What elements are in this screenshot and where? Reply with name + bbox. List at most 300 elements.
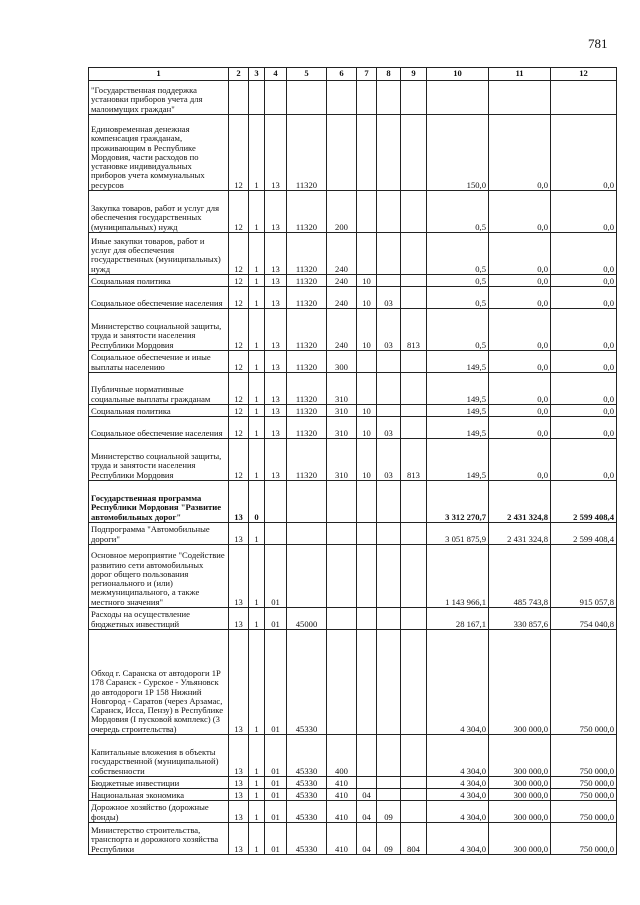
cell-col-11: 0,0	[489, 233, 551, 275]
cell-col-4: 01	[265, 777, 287, 789]
cell-col-6	[327, 608, 357, 630]
cell-col-10: 4 304,0	[427, 735, 489, 777]
cell-col-12: 0,0	[551, 115, 617, 191]
cell-col-10: 149,5	[427, 417, 489, 439]
cell-col-5: 11320	[287, 405, 327, 417]
cell-col-7: 10	[357, 405, 377, 417]
cell-col-9: 804	[401, 823, 427, 855]
table-row	[89, 417, 617, 439]
cell-col-8	[377, 351, 401, 373]
cell-col-5: 45330	[287, 630, 327, 735]
cell-col-2: 12	[229, 115, 249, 191]
cell-col-5: 11320	[287, 287, 327, 309]
cell-col-6	[327, 545, 357, 608]
cell-col-4: 13	[265, 417, 287, 439]
cell-col-9	[401, 608, 427, 630]
cell-col-3: 1	[249, 373, 265, 405]
cell-col-12: 0,0	[551, 417, 617, 439]
table-row	[89, 275, 617, 287]
cell-col-6: 400	[327, 735, 357, 777]
cell-col-9	[401, 351, 427, 373]
cell-col-8	[377, 81, 401, 115]
cell-col-6: 240	[327, 287, 357, 309]
table-row	[89, 309, 617, 351]
row-name: Единовременная денежная компенсация гражданам, проживающим в Республике Мордовия, части расходов по установке индивидуальных приборов учета коммунальных ресурсов	[89, 115, 229, 191]
row-name: Капитальные вложения в объекты государственной (муниципальной) собственности	[89, 735, 229, 777]
cell-col-5: 11320	[287, 191, 327, 233]
cell-col-12: 0,0	[551, 309, 617, 351]
cell-col-3: 0	[249, 481, 265, 523]
cell-col-5: 45330	[287, 823, 327, 855]
cell-col-2: 12	[229, 373, 249, 405]
cell-col-5: 11320	[287, 417, 327, 439]
cell-col-4: 13	[265, 439, 287, 481]
cell-col-12: 0,0	[551, 351, 617, 373]
cell-col-4: 01	[265, 545, 287, 608]
cell-col-9	[401, 777, 427, 789]
cell-col-7	[357, 115, 377, 191]
cell-col-5: 45330	[287, 777, 327, 789]
row-name: Министерство строительства, транспорта и дорожного хозяйства Республики	[89, 823, 229, 855]
cell-col-2: 13	[229, 630, 249, 735]
cell-col-5	[287, 81, 327, 115]
cell-col-3: 1	[249, 823, 265, 855]
cell-col-3: 1	[249, 801, 265, 823]
cell-col-2: 13	[229, 735, 249, 777]
cell-col-8: 03	[377, 439, 401, 481]
cell-col-10	[427, 81, 489, 115]
table-row	[89, 801, 617, 823]
cell-col-12: 750 000,0	[551, 735, 617, 777]
cell-col-7: 10	[357, 309, 377, 351]
column-header-3: 3	[249, 68, 265, 81]
cell-col-3: 1	[249, 789, 265, 801]
cell-col-9	[401, 523, 427, 545]
cell-col-9	[401, 801, 427, 823]
cell-col-3: 1	[249, 275, 265, 287]
row-name: Бюджетные инвестиции	[89, 777, 229, 789]
cell-col-10: 149,5	[427, 373, 489, 405]
cell-col-8: 03	[377, 309, 401, 351]
cell-col-4	[265, 81, 287, 115]
cell-col-9: 813	[401, 309, 427, 351]
cell-col-9	[401, 275, 427, 287]
cell-col-4: 13	[265, 287, 287, 309]
cell-col-5	[287, 545, 327, 608]
cell-col-6: 310	[327, 405, 357, 417]
table-row	[89, 523, 617, 545]
cell-col-6: 300	[327, 351, 357, 373]
cell-col-8	[377, 545, 401, 608]
table-row	[89, 191, 617, 233]
cell-col-2: 13	[229, 801, 249, 823]
cell-col-5	[287, 523, 327, 545]
cell-col-12: 0,0	[551, 233, 617, 275]
column-header-12: 12	[551, 68, 617, 81]
cell-col-3: 1	[249, 630, 265, 735]
cell-col-11: 0,0	[489, 351, 551, 373]
cell-col-4: 01	[265, 789, 287, 801]
cell-col-4	[265, 523, 287, 545]
cell-col-8	[377, 735, 401, 777]
cell-col-7: 10	[357, 439, 377, 481]
cell-col-7: 10	[357, 287, 377, 309]
cell-col-9	[401, 373, 427, 405]
cell-col-7: 04	[357, 801, 377, 823]
cell-col-4: 01	[265, 823, 287, 855]
table-row	[89, 735, 617, 777]
table-row	[89, 481, 617, 523]
row-name: Социальное обеспечение населения	[89, 417, 229, 439]
cell-col-5: 11320	[287, 439, 327, 481]
cell-col-4: 01	[265, 630, 287, 735]
cell-col-7	[357, 545, 377, 608]
cell-col-5: 45330	[287, 801, 327, 823]
table-row	[89, 81, 617, 115]
cell-col-9	[401, 481, 427, 523]
cell-col-5: 11320	[287, 115, 327, 191]
cell-col-10: 0,5	[427, 309, 489, 351]
cell-col-6: 200	[327, 191, 357, 233]
cell-col-11: 0,0	[489, 405, 551, 417]
table-row	[89, 373, 617, 405]
table-row	[89, 351, 617, 373]
cell-col-11: 0,0	[489, 115, 551, 191]
cell-col-6	[327, 81, 357, 115]
row-name: Расходы на осуществление бюджетных инвестиций	[89, 608, 229, 630]
cell-col-3: 1	[249, 735, 265, 777]
cell-col-10: 3 312 270,7	[427, 481, 489, 523]
cell-col-12: 750 000,0	[551, 789, 617, 801]
cell-col-4: 13	[265, 233, 287, 275]
cell-col-9	[401, 545, 427, 608]
cell-col-9	[401, 735, 427, 777]
cell-col-7: 04	[357, 823, 377, 855]
cell-col-11: 300 000,0	[489, 630, 551, 735]
cell-col-5: 45000	[287, 608, 327, 630]
cell-col-11: 2 431 324,8	[489, 481, 551, 523]
cell-col-8: 09	[377, 801, 401, 823]
table-row	[89, 630, 617, 735]
cell-col-2: 12	[229, 275, 249, 287]
table-row	[89, 405, 617, 417]
cell-col-6	[327, 630, 357, 735]
cell-col-2: 13	[229, 777, 249, 789]
cell-col-3	[249, 81, 265, 115]
cell-col-6: 410	[327, 777, 357, 789]
cell-col-5	[287, 481, 327, 523]
cell-col-5: 45330	[287, 789, 327, 801]
cell-col-9	[401, 405, 427, 417]
cell-col-3: 1	[249, 777, 265, 789]
cell-col-5: 45330	[287, 735, 327, 777]
row-name: Социальное обеспечение населения	[89, 287, 229, 309]
cell-col-4: 13	[265, 351, 287, 373]
cell-col-11: 300 000,0	[489, 789, 551, 801]
cell-col-11: 0,0	[489, 439, 551, 481]
cell-col-10: 0,5	[427, 191, 489, 233]
cell-col-8	[377, 233, 401, 275]
column-header-1: 1	[89, 68, 229, 81]
cell-col-4: 01	[265, 608, 287, 630]
cell-col-4: 13	[265, 405, 287, 417]
table-row	[89, 439, 617, 481]
cell-col-4: 01	[265, 801, 287, 823]
cell-col-10: 149,5	[427, 405, 489, 417]
cell-col-12: 915 057,8	[551, 545, 617, 608]
cell-col-10: 4 304,0	[427, 630, 489, 735]
cell-col-8	[377, 608, 401, 630]
table-row	[89, 789, 617, 801]
cell-col-11	[489, 81, 551, 115]
cell-col-2: 12	[229, 417, 249, 439]
cell-col-10: 1 143 966,1	[427, 545, 489, 608]
cell-col-3: 1	[249, 545, 265, 608]
cell-col-3: 1	[249, 523, 265, 545]
cell-col-12: 2 599 408,4	[551, 523, 617, 545]
cell-col-4: 13	[265, 309, 287, 351]
cell-col-9	[401, 233, 427, 275]
cell-col-11: 300 000,0	[489, 823, 551, 855]
header-row	[89, 68, 617, 81]
cell-col-8: 03	[377, 287, 401, 309]
cell-col-6: 310	[327, 373, 357, 405]
column-header-5: 5	[287, 68, 327, 81]
cell-col-7: 04	[357, 789, 377, 801]
cell-col-2	[229, 81, 249, 115]
cell-col-2: 13	[229, 608, 249, 630]
column-header-2: 2	[229, 68, 249, 81]
cell-col-6: 240	[327, 275, 357, 287]
table-body	[89, 81, 617, 855]
column-header-8: 8	[377, 68, 401, 81]
cell-col-4: 13	[265, 373, 287, 405]
cell-col-10: 0,5	[427, 275, 489, 287]
cell-col-2: 12	[229, 351, 249, 373]
cell-col-6: 310	[327, 417, 357, 439]
cell-col-12: 0,0	[551, 439, 617, 481]
cell-col-3: 1	[249, 233, 265, 275]
cell-col-11: 0,0	[489, 275, 551, 287]
cell-col-12: 0,0	[551, 287, 617, 309]
cell-col-6: 240	[327, 233, 357, 275]
cell-col-6: 310	[327, 439, 357, 481]
row-name: Национальная экономика	[89, 789, 229, 801]
cell-col-4: 13	[265, 275, 287, 287]
cell-col-7	[357, 523, 377, 545]
row-name: Закупка товаров, работ и услуг для обеспечения государственных (муниципальных) нужд	[89, 191, 229, 233]
cell-col-3: 1	[249, 439, 265, 481]
cell-col-11: 485 743,8	[489, 545, 551, 608]
cell-col-11: 2 431 324,8	[489, 523, 551, 545]
row-name: "Государственная поддержка установки приборов учета для малоимущих граждан"	[89, 81, 229, 115]
cell-col-12: 0,0	[551, 275, 617, 287]
cell-col-12: 750 000,0	[551, 823, 617, 855]
cell-col-9	[401, 81, 427, 115]
column-header-4: 4	[265, 68, 287, 81]
cell-col-12: 750 000,0	[551, 801, 617, 823]
row-name: Основное мероприятие "Содействие развитию сети автомобильных дорог общего пользования регионального и (или) межмуниципального, а также местного значения"	[89, 545, 229, 608]
cell-col-10: 0,5	[427, 233, 489, 275]
table-row	[89, 545, 617, 608]
table-row	[89, 823, 617, 855]
cell-col-5: 11320	[287, 373, 327, 405]
cell-col-5: 11320	[287, 351, 327, 373]
cell-col-2: 12	[229, 287, 249, 309]
cell-col-8	[377, 789, 401, 801]
cell-col-8	[377, 191, 401, 233]
cell-col-8	[377, 523, 401, 545]
cell-col-12: 754 040,8	[551, 608, 617, 630]
cell-col-3: 1	[249, 287, 265, 309]
cell-col-10: 149,5	[427, 351, 489, 373]
cell-col-7: 10	[357, 275, 377, 287]
cell-col-9: 813	[401, 439, 427, 481]
cell-col-8	[377, 630, 401, 735]
row-name: Министерство социальной защиты, труда и занятости населения Республики Мордовия	[89, 439, 229, 481]
cell-col-4: 01	[265, 735, 287, 777]
cell-col-7	[357, 481, 377, 523]
cell-col-3: 1	[249, 405, 265, 417]
row-name: Министерство социальной защиты, труда и занятости населения Республики Мордовия	[89, 309, 229, 351]
cell-col-11: 0,0	[489, 373, 551, 405]
cell-col-3: 1	[249, 351, 265, 373]
cell-col-12: 0,0	[551, 373, 617, 405]
column-header-6: 6	[327, 68, 357, 81]
cell-col-7	[357, 630, 377, 735]
cell-col-11: 300 000,0	[489, 735, 551, 777]
cell-col-9	[401, 417, 427, 439]
cell-col-8	[377, 115, 401, 191]
cell-col-7	[357, 81, 377, 115]
cell-col-6: 410	[327, 801, 357, 823]
row-name: Дорожное хозяйство (дорожные фонды)	[89, 801, 229, 823]
row-name: Публичные нормативные социальные выплаты гражданам	[89, 373, 229, 405]
budget-table	[88, 67, 617, 855]
cell-col-2: 12	[229, 439, 249, 481]
cell-col-7	[357, 373, 377, 405]
cell-col-9	[401, 789, 427, 801]
cell-col-10: 150,0	[427, 115, 489, 191]
cell-col-12: 0,0	[551, 191, 617, 233]
cell-col-9	[401, 287, 427, 309]
cell-col-8	[377, 405, 401, 417]
cell-col-7	[357, 191, 377, 233]
cell-col-2: 13	[229, 823, 249, 855]
cell-col-10: 0,5	[427, 287, 489, 309]
cell-col-2: 13	[229, 481, 249, 523]
column-header-10: 10	[427, 68, 489, 81]
row-name: Государственная программа Республики Мордовия "Развитие автомобильных дорог"	[89, 481, 229, 523]
table-row	[89, 115, 617, 191]
cell-col-3: 1	[249, 417, 265, 439]
cell-col-10: 4 304,0	[427, 777, 489, 789]
cell-col-7: 10	[357, 417, 377, 439]
cell-col-2: 12	[229, 233, 249, 275]
row-name: Социальная политика	[89, 275, 229, 287]
row-name: Социальная политика	[89, 405, 229, 417]
table-row	[89, 608, 617, 630]
cell-col-3: 1	[249, 608, 265, 630]
cell-col-6	[327, 523, 357, 545]
cell-col-10: 3 051 875,9	[427, 523, 489, 545]
cell-col-9	[401, 115, 427, 191]
cell-col-7	[357, 608, 377, 630]
cell-col-11: 300 000,0	[489, 777, 551, 789]
cell-col-8: 03	[377, 417, 401, 439]
cell-col-11: 0,0	[489, 417, 551, 439]
cell-col-12: 750 000,0	[551, 630, 617, 735]
cell-col-5: 11320	[287, 275, 327, 287]
cell-col-12	[551, 81, 617, 115]
table-row	[89, 233, 617, 275]
table-row	[89, 777, 617, 789]
cell-col-6: 410	[327, 789, 357, 801]
cell-col-10: 4 304,0	[427, 823, 489, 855]
cell-col-11: 300 000,0	[489, 801, 551, 823]
cell-col-11: 0,0	[489, 191, 551, 233]
cell-col-10: 28 167,1	[427, 608, 489, 630]
cell-col-5: 11320	[287, 233, 327, 275]
column-header-11: 11	[489, 68, 551, 81]
cell-col-7	[357, 777, 377, 789]
cell-col-11: 0,0	[489, 309, 551, 351]
cell-col-8	[377, 481, 401, 523]
cell-col-10: 4 304,0	[427, 801, 489, 823]
cell-col-2: 12	[229, 309, 249, 351]
cell-col-12: 2 599 408,4	[551, 481, 617, 523]
cell-col-6	[327, 481, 357, 523]
cell-col-7	[357, 351, 377, 373]
cell-col-2: 13	[229, 545, 249, 608]
cell-col-11: 0,0	[489, 287, 551, 309]
cell-col-3: 1	[249, 309, 265, 351]
cell-col-12: 0,0	[551, 405, 617, 417]
cell-col-2: 12	[229, 405, 249, 417]
cell-col-10: 149,5	[427, 439, 489, 481]
cell-col-2: 12	[229, 191, 249, 233]
cell-col-8: 09	[377, 823, 401, 855]
cell-col-10: 4 304,0	[427, 789, 489, 801]
cell-col-3: 1	[249, 115, 265, 191]
row-name: Социальное обеспечение и иные выплаты населению	[89, 351, 229, 373]
cell-col-6: 240	[327, 309, 357, 351]
cell-col-9	[401, 630, 427, 735]
cell-col-4: 13	[265, 191, 287, 233]
column-header-7: 7	[357, 68, 377, 81]
cell-col-8	[377, 373, 401, 405]
cell-col-11: 330 857,6	[489, 608, 551, 630]
cell-col-4: 13	[265, 115, 287, 191]
cell-col-2: 13	[229, 523, 249, 545]
cell-col-9	[401, 191, 427, 233]
cell-col-8	[377, 777, 401, 789]
table-row	[89, 287, 617, 309]
column-header-9: 9	[401, 68, 427, 81]
row-name: Иные закупки товаров, работ и услуг для обеспечения государственных (муниципальных) нужд	[89, 233, 229, 275]
cell-col-7	[357, 735, 377, 777]
cell-col-7	[357, 233, 377, 275]
cell-col-4	[265, 481, 287, 523]
cell-col-8	[377, 275, 401, 287]
row-name: Обход г. Саранска от автодороги 1Р 178 Саранск - Сурское - Ульяновск до автодороги 1Р 158 Нижний Новгород - Саратов (через Арзамас, Саранск, Исса, Пензу) в Республике Мордовия (I пусковой комплекс) (3 очередь строительства)	[89, 630, 229, 735]
page-number: 781	[588, 36, 608, 51]
cell-col-3: 1	[249, 191, 265, 233]
row-name: Подпрограмма "Автомобильные дороги"	[89, 523, 229, 545]
cell-col-6	[327, 115, 357, 191]
cell-col-5: 11320	[287, 309, 327, 351]
cell-col-6: 410	[327, 823, 357, 855]
